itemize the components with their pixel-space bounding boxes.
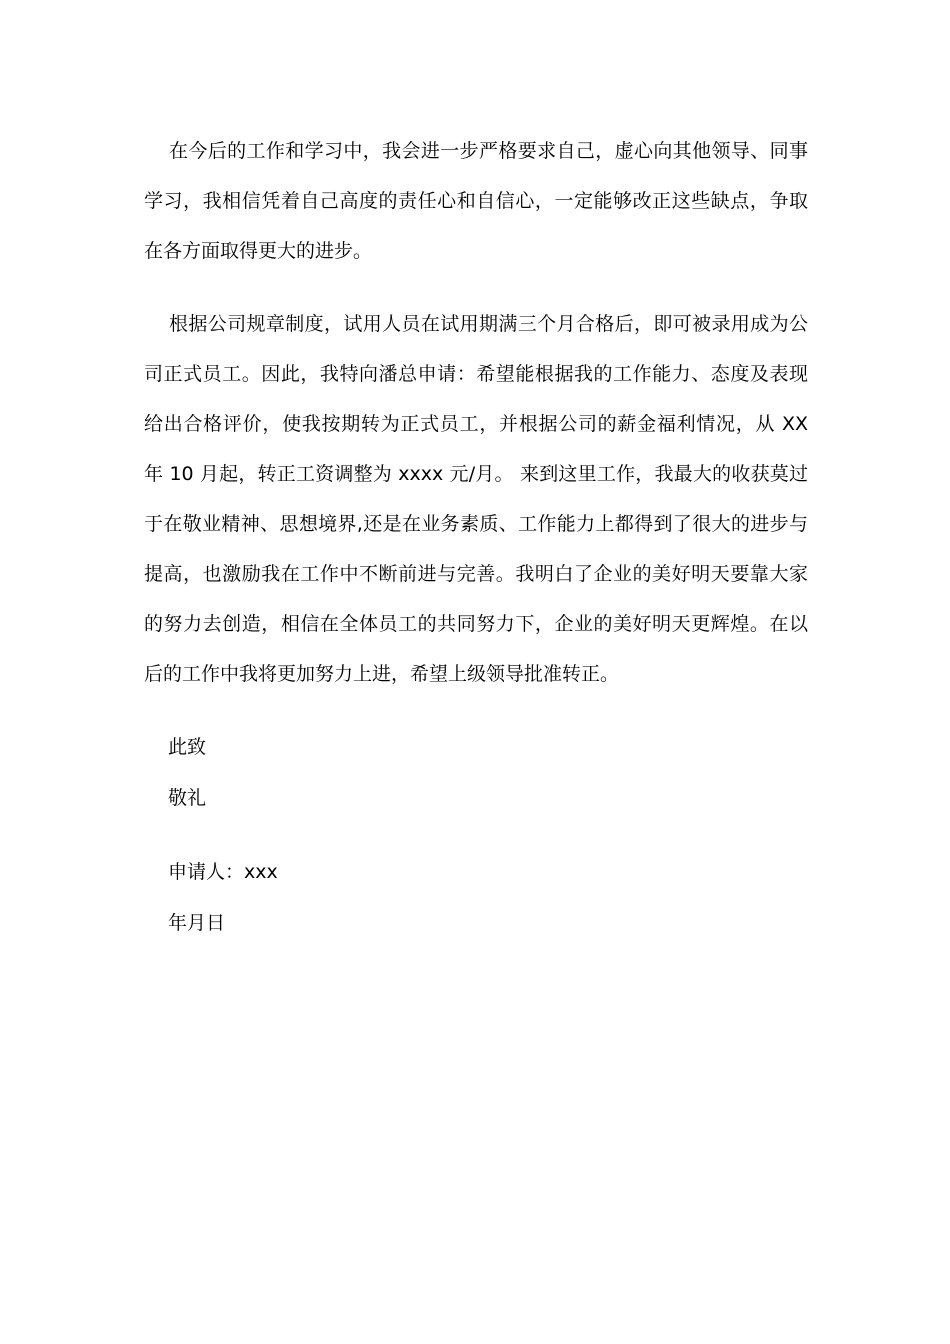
paragraph-application: 根据公司规章制度，试用人员在试用期满三个月合格后，即可被录用成为公司正式员工。因此，我特向潘总申请：希望能根据我的工作能力、态度及表现给出合格评价，使我按期转为正式员工，并根据公司的薪金福利情况，从 XX 年 10 月起，转正工资调整为 xxxx 元/月。 来到这里工作，我最大的收获莫过于在敬业精神、思想境界,还是在业务素质、工作能力上都得到了很大的进步与提高，也激励我在工作中不断前进与完善。我明白了企业的美好明天要靠大家的努力去创造，相信在全体员工的共同努力下，企业的美好明天更辉煌。在以后的工作中我将更加努力上进，希望上级领导批准转正。 (144, 313, 815, 685)
closing-salutation: 此致 (168, 736, 207, 758)
document-body (144, 126, 815, 699)
closing-regards: 敬礼 (168, 787, 207, 809)
paragraph-self-improvement: 在今后的工作和学习中，我会进一步严格要求自己，虚心向其他领导、同事学习，我相信凭着自己高度的责任心和自信心，一定能够改正这些缺点，争取在各方面取得更大的进步。 (144, 140, 808, 262)
applicant-signature: 申请人：xxx (168, 861, 278, 883)
signature-date: 年月日 (168, 912, 226, 934)
